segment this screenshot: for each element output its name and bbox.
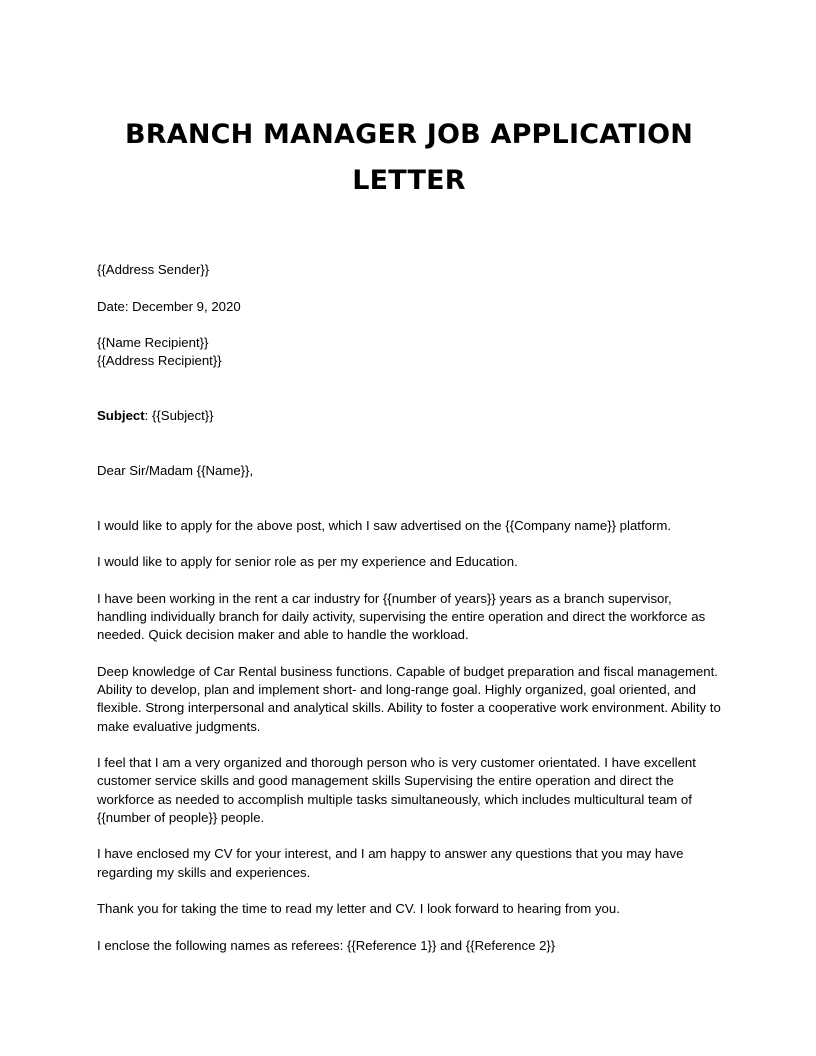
subject-value: : {{Subject}} — [144, 408, 214, 424]
subject-label: Subject — [97, 408, 145, 424]
recipient-address: {{Address Recipient}} — [97, 353, 222, 369]
salutation: Dear Sir/Madam {{Name}}, — [97, 462, 254, 478]
paragraph: I have enclosed my CV for your interest, and I am happy to answer any questions that you may have regarding my skills and experiences. — [97, 846, 684, 880]
letter-date: Date: December 9, 2020 — [97, 298, 241, 314]
recipient-name: {{Name Recipient}} — [97, 335, 209, 351]
paragraph: I would like to apply for senior role as per my experience and Education. — [97, 554, 518, 570]
paragraph: I have been working in the rent a car industry for {{number of years}} years as a branch supervisor, handling individually branch for daily activity, supervising the entire operation and direct the workforce as needed. Quick decision maker and able to handle the workload. — [97, 590, 706, 643]
paragraph: I enclose the following names as referees: {{Reference 1}} and {{Reference 2}} — [97, 937, 556, 953]
document-title — [96, 112, 722, 204]
paragraph: I would like to apply for the above post, which I saw advertised on the {{Company name}} platform. — [97, 517, 671, 533]
letter-body — [97, 261, 722, 955]
title-line-1: BRANCH MANAGER JOB APPLICATION — [124, 119, 694, 150]
paragraph: I feel that I am a very organized and thorough person who is very customer orientated. I have excellent customer service skills and good management skills Supervising the entire operation and direct the workforce as needed to accomplish multiple tasks simultaneously, which includes multicultural team of {{number of people}} people. — [97, 755, 696, 825]
paragraph: Deep knowledge of Car Rental business functions. Capable of budget preparation and fiscal management. Ability to develop, plan and implement short- and long-range goal. Highly organized, goal oriented, and flexible. Strong interpersonal and analytical skills. Ability to foster a cooperative work environment. Ability to make evaluative judgments. — [97, 663, 721, 734]
paragraph: Thank you for taking the time to read my letter and CV. I look forward to hearing from you. — [97, 901, 620, 917]
sender-address: {{Address Sender}} — [97, 262, 210, 277]
title-line-2: LETTER — [352, 165, 466, 196]
subject-line — [97, 407, 722, 425]
